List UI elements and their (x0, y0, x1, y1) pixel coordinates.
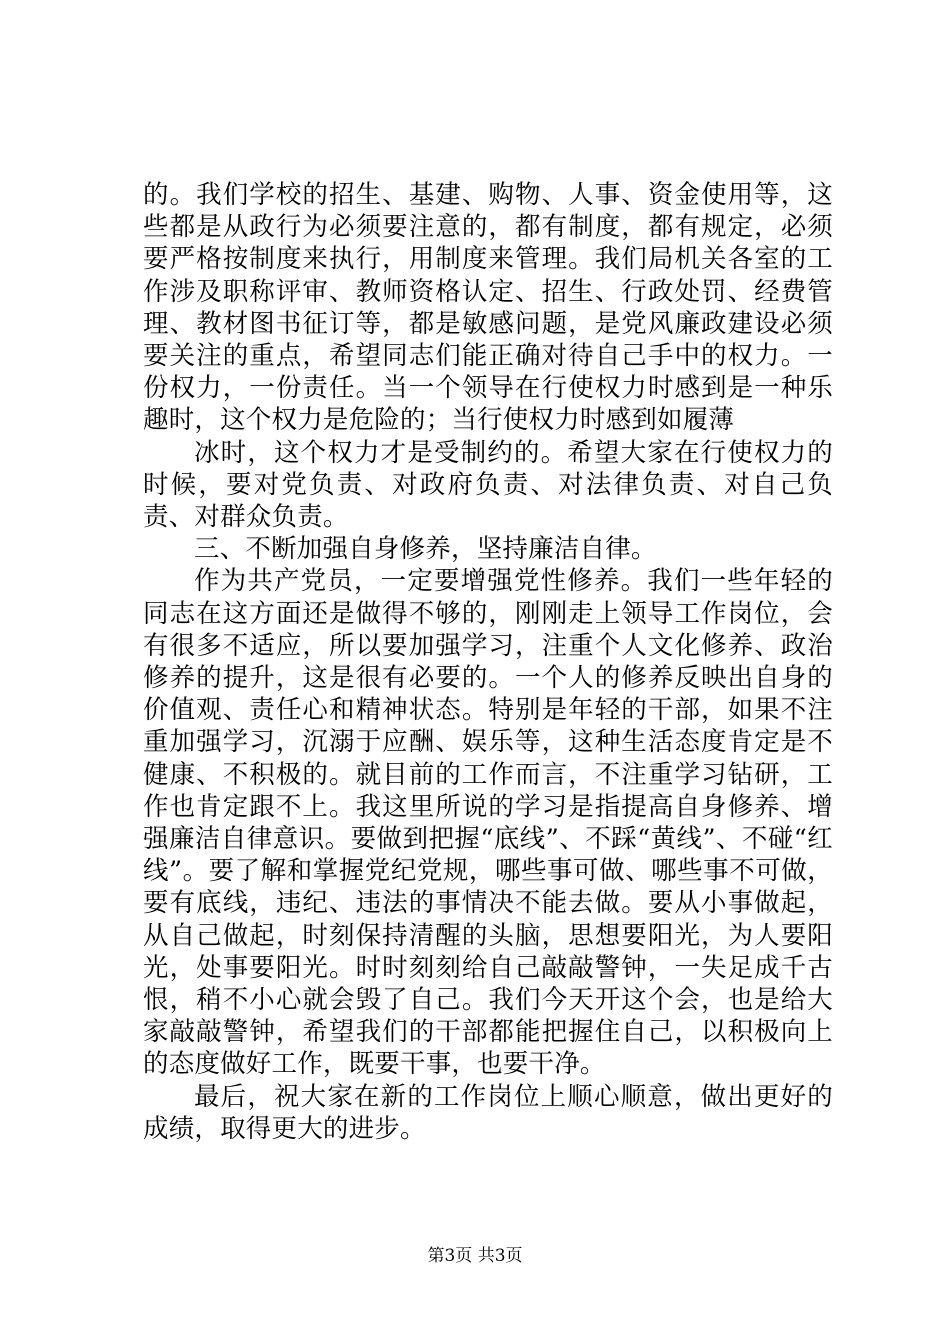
page-number-footer: 第3页 共3页 (427, 1246, 523, 1266)
document-body (143, 179, 833, 1145)
closing-paragraph: 最后，祝大家在新的工作岗位上顺心顺意，做出更好的成绩，取得更大的进步。 (143, 1081, 833, 1144)
paragraph: 冰时，这个权力才是受制约的。希望大家在行使权力的时候，要对党负责、对政府负责、对法律负责、对自己负责、对群众负责。 (143, 437, 833, 533)
paragraph: 作为共产党员，一定要增强党性修养。我们一些年轻的同志在这方面还是做得不够的，刚刚走上领导工作岗位，会有很多不适应，所以要加强学习，注重个人文化修养、政治修养的提升，这是很有必要的。一个人的修养反映出自身的价值观、责任心和精神状态。特别是年轻的干部，如果不注重加强学习，沉溺于应酬、娱乐等，这种生活态度肯定是不健康、不积极的。就目前的工作而言，不注重学习钻研，工作也肯定跟不上。我这里所说的学习是指提高自身修养、增强廉洁自律意识。要做到把握“底线”、不踩“黄线”、不碰“红线”。要了解和掌握党纪党规，哪些事可做、哪些事不可做，要有底线，违纪、违法的事情决不能去做。要从小事做起，从自己做起，时刻保持清醒的头脑，思想要阳光，为人要阳光，处事要阳光。时时刻刻给自己敲敲警钟，一失足成千古恨，稍不小心就会毁了自己。我们今天开这个会，也是给大家敲敲警钟，希望我们的干部都能把握住自己，以积极向上的态度做好工作，既要干事，也要干净。 (143, 566, 833, 1080)
paragraph-continued: 的。我们学校的招生、基建、购物、人事、资金使用等，这些都是从政行为必须要注意的，都有制度，都有规定，必须要严格按制度来执行，用制度来管理。我们局机关各室的工作涉及职称评审、教师资格认定、招生、行政处罚、经费管理、教材图书征订等，都是敏感问题，是党风廉政建设必须要关注的重点，希望同志们能正确对待自己手中的权力。一份权力，一份责任。当一个领导在行使权力时感到是一种乐趣时，这个权力是危险的；当行使权力时感到如履薄 (143, 180, 833, 436)
section-heading: 三、不断加强自身修养，坚持廉洁自律。 (194, 534, 657, 565)
